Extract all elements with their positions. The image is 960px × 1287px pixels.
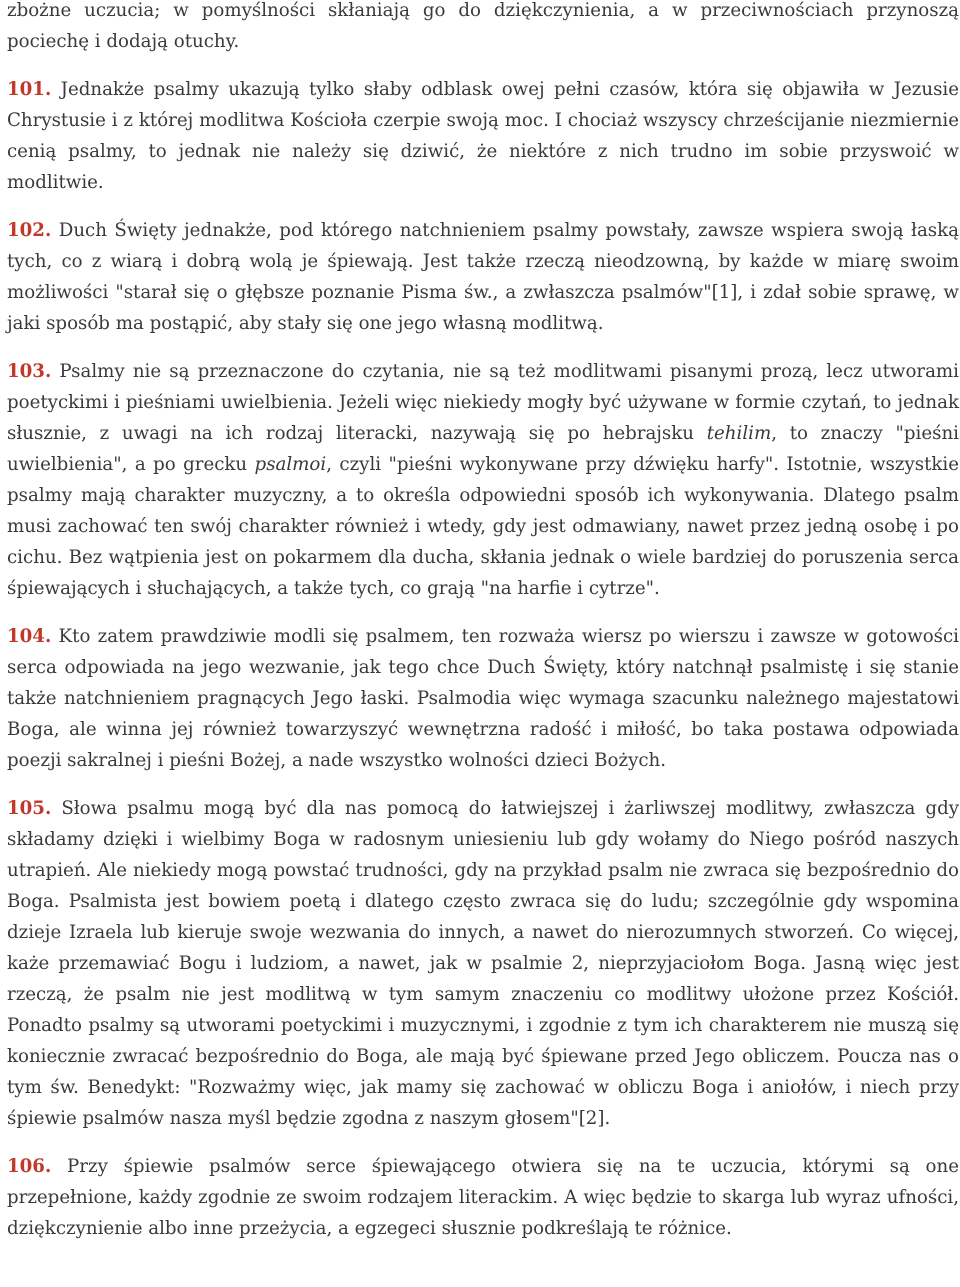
document-page — [7, 0, 959, 1261]
paragraph-text: Psalmy nie są przeznaczone do czytania, nie są też modlitwami pisanymi prozą, lecz utworami poetyckimi i pieśniami uwielbienia. Jeżeli więc niekiedy mogły być używane w formie czytań, to jednak słusznie, z uwagi na ich rodzaj literacki, nazywają się po hebrajsku — [7, 361, 959, 444]
paragraph-text: Słowa psalmu mogą być dla nas pomocą do łatwiejszej i żarliwszej modlitwy, zwłaszcza gdy składamy dzięki i wielbimy Boga w radosnym uniesieniu lub gdy wołamy do Niego pośród naszych utrapień. Ale niekiedy mogą powstać trudności, gdy na przykład psalm nie zwraca się bezpośrednio do Boga. Psalmista jest bowiem poetą i dlatego często zwraca się do ludu; szczególnie gdy wspomina dzieje Izraela lub kieruje swoje wezwania do innych, a nawet do nierozumnych stworzeń. Co więcej, każe przemawiać Bogu i ludziom, a nawet, jak w psalmie 2, nieprzyjaciołom Boga. Jasną więc jest rzeczą, że psalm nie jest modlitwą w tym samym znaczeniu co modlitwy ułożone przez Kościół. Ponadto psalmy są utworami poetyckimi i muzycznymi, i zgodnie z tym ich charakterem nie muszą się koniecznie zwracać bezpośrednio do Boga, ale mają być śpiewane przed Jego obliczem. Poucza nas o tym św. Benedykt: "Rozważmy więc, jak mamy się zachować w obliczu Boga i aniołów, i niech przy śpiewie psalmów nasza myśl będzie zgodna z naszym głosem"[2]. — [7, 798, 959, 1129]
paragraph-text: , czyli "pieśni wykonywane przy dźwięku harfy". Istotnie, wszystkie psalmy mają charakter muzyczny, a to określa odpowiedni sposób ich wykonywania. Dlatego psalm musi zachować ten swój charakter również i wtedy, gdy jest odmawiany, nawet przez jedną osobę i po cichu. Bez wątpienia jest on pokarmem dla ducha, skłania jednak o wiele bardziej do poruszenia serca śpiewających i słuchających, a także tych, co grają "na harfie i cytrze". — [7, 454, 959, 599]
paragraph-number: 103. — [7, 361, 52, 382]
italic-term: tehilim — [706, 423, 772, 444]
italic-term: psalmoi — [254, 454, 327, 475]
paragraph-number: 104. — [7, 626, 52, 647]
paragraph-number: 101. — [7, 79, 52, 100]
paragraph-text: Duch Święty jednakże, pod którego natchnieniem psalmy powstały, zawsze wspiera swoją łaską tych, co z wiarą i dobrą wolą je śpiewają. Jest także rzeczą nieodzowną, by każde w miarę swoim możliwości "starał się o głębsze poznanie Pisma św., a zwłaszcza psalmów"[1], i zdał sobie sprawę, w jaki sposób ma postąpić, aby stały się one jego własną modlitwą. — [7, 220, 959, 334]
paragraph-text: , to znaczy "pieśni uwielbienia", a po grecku — [7, 423, 959, 475]
paragraph-106 — [7, 1151, 959, 1244]
paragraph-number: 106. — [7, 1156, 52, 1177]
paragraph-text: Przy śpiewie psalmów serce śpiewającego otwiera się na te uczucia, którymi są one przepełnione, każdy zgodnie ze swoim rodzajem literackim. A więc będzie to skarga lub wyraz ufności, dziękczynienie albo inne przeżycia, a egzegeci słusznie podkreślają te różnice. — [7, 1156, 959, 1239]
paragraph-text: zbożne uczucia; w pomyślności skłaniają go do dziękczynienia, a w przeciwnościach przynoszą pociechę i dodają otuchy. — [7, 0, 959, 52]
paragraph — [7, 0, 959, 57]
paragraph-104 — [7, 621, 959, 776]
paragraph-101 — [7, 74, 959, 198]
paragraph-number: 102. — [7, 220, 52, 241]
paragraph-105 — [7, 793, 959, 1134]
paragraph-number: 105. — [7, 798, 52, 819]
paragraph-102 — [7, 215, 959, 339]
paragraph-text: Kto zatem prawdziwie modli się psalmem, ten rozważa wiersz po wierszu i zawsze w gotowości serca odpowiada na jego wezwanie, jak tego chce Duch Święty, który natchnął psalmistę i się stanie także natchnieniem pragnących Jego łaski. Psalmodia więc wymaga szacunku należnego majestatowi Boga, ale winna jej również towarzyszyć wewnętrzna radość i miłość, bo taka postawa odpowiada poezji sakralnej i pieśni Bożej, a nade wszystko wolności dzieci Bożych. — [7, 626, 959, 771]
paragraph-103 — [7, 356, 959, 604]
paragraph-text: Jednakże psalmy ukazują tylko słaby odblask owej pełni czasów, która się objawiła w Jezusie Chrystusie i z której modlitwa Kościoła czerpie swoją moc. I chociaż wszyscy chrześcijanie niezmiernie cenią psalmy, to jednak nie należy się dziwić, że niektóre z nich trudno im sobie przyswoić w modlitwie. — [7, 79, 959, 193]
